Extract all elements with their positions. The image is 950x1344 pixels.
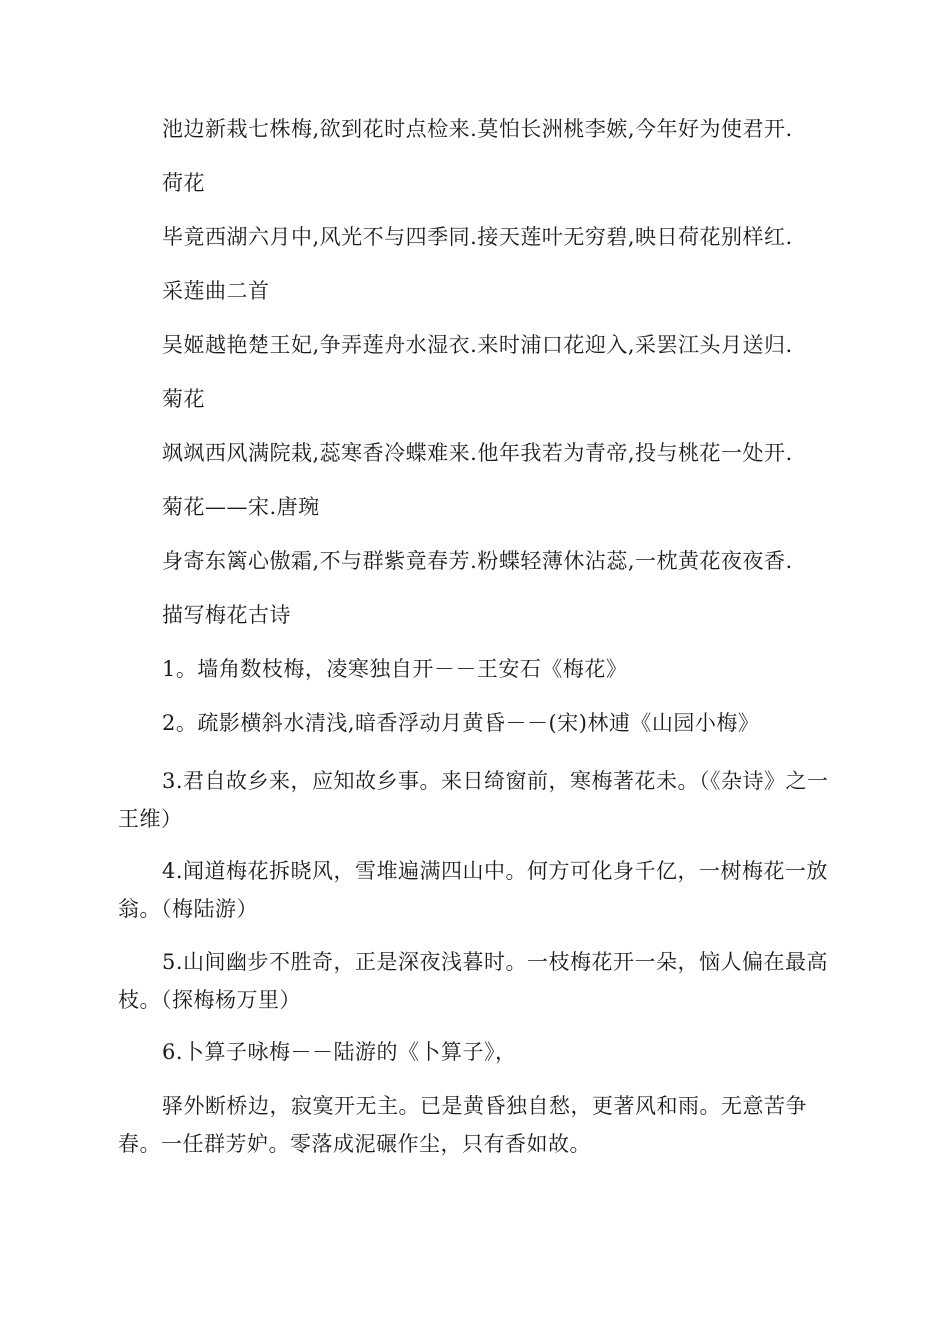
heading-lotus: 荷花: [162, 171, 205, 195]
heading-lotus-picking-song: 采莲曲二首: [162, 279, 270, 303]
list-item-4: 4.闻道梅花拆晓风，雪堆遍满四山中。何方可化身千亿，一树梅花一放翁。（梅陆游）: [118, 859, 829, 921]
poem-bu-suan-zi-text: 驿外断桥边，寂寞开无主。已是黄昏独自愁，更著风和雨。无意苦争春。一任群芳妒。零落成泥碾作尘，只有香如故。: [118, 1094, 807, 1156]
poem-line-east-fence: 身寄东篱心傲霜,不与群紫竟春芳.粉蝶轻薄休沾蕊,一枕黄花夜夜香.: [162, 549, 793, 573]
poem-line-west-lake: 毕竟西湖六月中,风光不与四季同.接天莲叶无穷碧,映日荷花别样红.: [162, 225, 793, 249]
poem-line-lotus-boat: 吴姬越艳楚王妃,争弄莲舟水湿衣.来时浦口花迎入,采罢江头月送归.: [162, 333, 793, 357]
heading-plum-poems: 描写梅花古诗: [162, 603, 291, 627]
list-item-6: 6.卜算子咏梅－－陆游的《卜算子》，: [162, 1040, 517, 1064]
list-item-2: 2。疏影横斜水清浅,暗香浮动月黄昏－－(宋)林逋《山园小梅》: [162, 711, 760, 735]
poem-line-west-wind: 飒飒西风满院栽,蕊寒香冷蝶难来.他年我若为青帝,投与桃花一处开.: [162, 441, 793, 465]
list-item-5: 5.山间幽步不胜奇，正是深夜浅暮时。一枝梅花开一朵，恼人偏在最高枝。（探梅杨万里）: [118, 950, 829, 1012]
list-item-3: 3.君自故乡来，应知故乡事。来日绮窗前，寒梅著花未。（《杂诗》之一王维）: [118, 769, 829, 831]
poem-line-plum-planting: 池边新栽七株梅,欲到花时点检来.莫怕长洲桃李嫉,今年好为使君开.: [162, 117, 793, 141]
list-item-1: 1。墙角数枝梅，凌寒独自开－－王安石《梅花》: [162, 657, 628, 681]
heading-chrysanthemum: 菊花: [162, 387, 205, 411]
heading-chrysanthemum-tang-wan: 菊花——宋.唐琬: [162, 495, 320, 519]
